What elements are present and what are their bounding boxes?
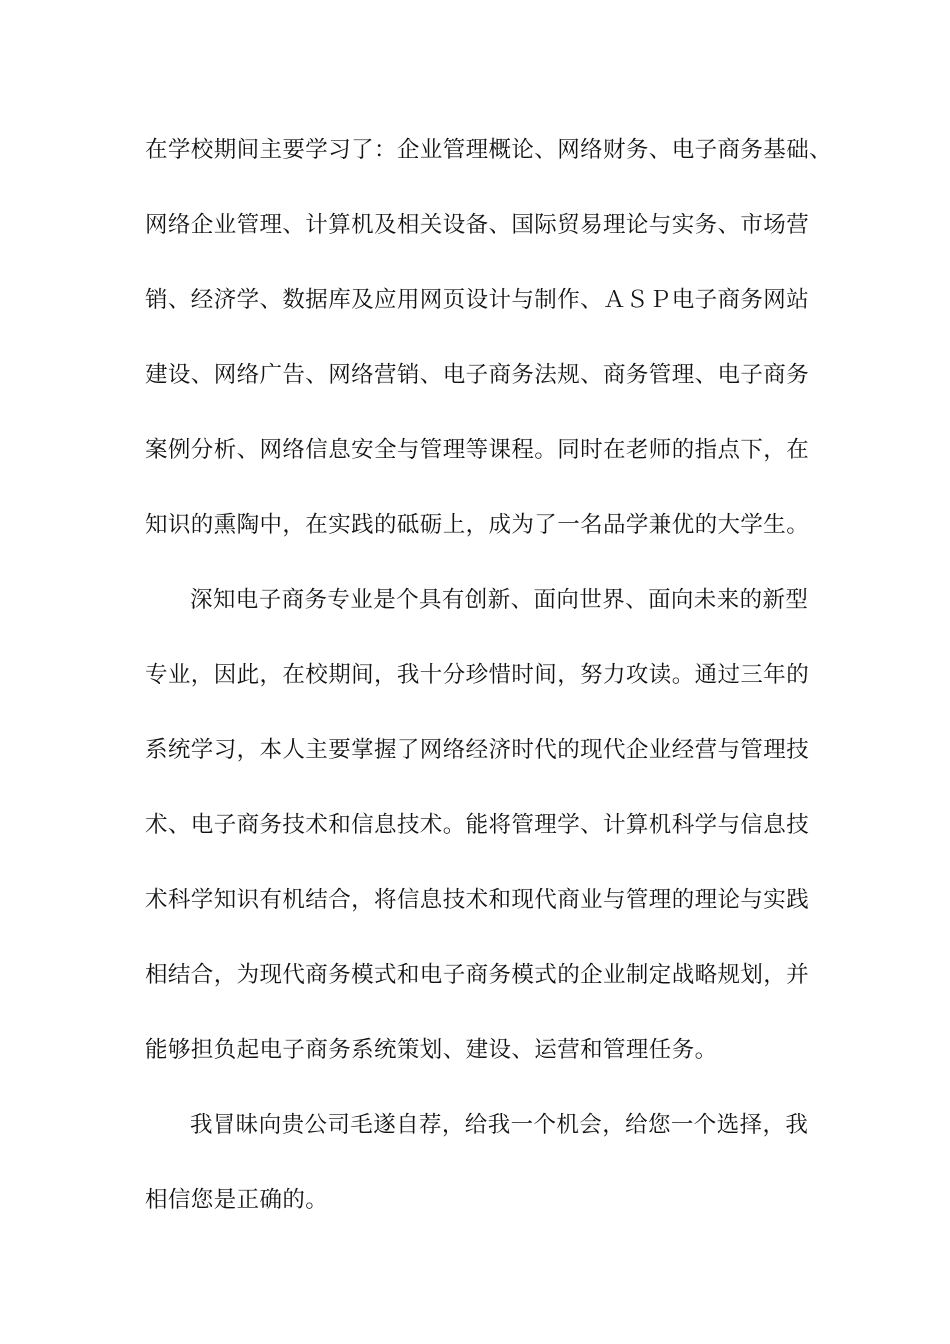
paragraph-1-line-1: 在学校期间主要学习了：企业管理概论、网络财务、电子商务基础、 bbox=[145, 137, 833, 163]
paragraph-2-line-3: 系统学习，本人主要掌握了网络经济时代的现代企业经营与管理技 bbox=[145, 737, 810, 763]
paragraph-1-line-2: 网络企业管理、计算机及相关设备、国际贸易理论与实务、市场营 bbox=[145, 212, 810, 238]
paragraph-3-line-1: 我冒昧向贵公司毛遂自荐，给我一个机会，给您一个选择，我 bbox=[190, 1112, 809, 1138]
paragraph-1-line-5: 案例分析、网络信息安全与管理等课程。同时在老师的指点下，在 bbox=[145, 437, 810, 463]
paragraph-2-line-2: 专业，因此，在校期间，我十分珍惜时间，努力攻读。通过三年的 bbox=[145, 662, 810, 688]
paragraph-2-line-5: 术科学知识有机结合，将信息技术和现代商业与管理的理论与实践 bbox=[145, 887, 810, 913]
paragraph-1-line-4: 建设、网络广告、网络营销、电子商务法规、商务管理、电子商务 bbox=[145, 362, 810, 388]
paragraph-2-line-7: 能够担负起电子商务系统策划、建设、运营和管理任务。 bbox=[145, 1037, 718, 1063]
paragraph-1-line-3: 销、经济学、数据库及应用网页设计与制作、ＡＳＰ电子商务网站 bbox=[145, 287, 810, 313]
paragraph-2-line-6: 相结合，为现代商务模式和电子商务模式的企业制定战略规划，并 bbox=[145, 962, 810, 988]
paragraph-1-line-6: 知识的熏陶中，在实践的砥砺上，成为了一名品学兼优的大学生。 bbox=[145, 512, 810, 538]
paragraph-3-line-2: 相信您是正确的。 bbox=[145, 1187, 329, 1213]
paragraph-2-line-4: 术、电子商务技术和信息技术。能将管理学、计算机科学与信息技 bbox=[145, 812, 810, 838]
paragraph-2-line-1: 深知电子商务专业是个具有创新、面向世界、面向未来的新型 bbox=[190, 587, 809, 613]
